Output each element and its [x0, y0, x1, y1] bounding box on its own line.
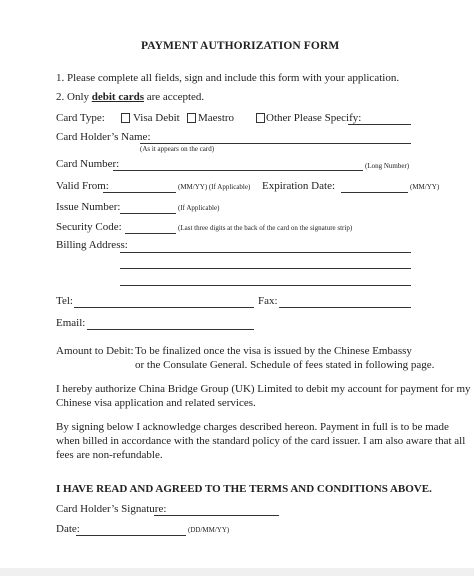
amount-text-2: or the Consulate General. Schedule of fees stated in following page.	[135, 359, 435, 371]
instruction-2-prefix: 2. Only	[56, 91, 92, 103]
issue-number-hint: (If Applicable)	[178, 204, 220, 212]
other-specify-label: Other Please Specify:	[266, 112, 362, 124]
issue-number-field[interactable]	[120, 213, 176, 214]
billing-address-line-3[interactable]	[120, 285, 411, 286]
authorize-text-2: Chinese visa application and related services.	[56, 397, 256, 409]
debit-cards-emphasis: debit cards	[91, 91, 144, 103]
form-title: PAYMENT AUTHORIZATION FORM	[141, 40, 340, 52]
holder-name-field[interactable]	[140, 143, 411, 144]
fax-label: Fax:	[258, 295, 278, 307]
instruction-2	[56, 92, 204, 103]
expiration-label: Expiration Date:	[262, 180, 336, 192]
fax-field[interactable]	[279, 307, 411, 308]
date-hint: (DD/MM/YY)	[188, 526, 230, 534]
authorize-text-1: I hereby authorize China Bridge Group (UK) Limited to debit my account for payment for my	[56, 383, 471, 395]
billing-address-line-2[interactable]	[120, 268, 411, 269]
issue-number-label: Issue Number:	[56, 201, 121, 213]
visa-debit-label: Visa Debit	[133, 112, 180, 124]
acknowledge-text-1: By signing below I acknowledge charges described hereon. Payment in full is to be made	[56, 421, 449, 433]
other-specify-field[interactable]	[348, 124, 411, 125]
instruction-1: 1. Please complete all fields, sign and include this form with your application.	[56, 72, 400, 84]
expiration-hint: (MM/YY)	[410, 183, 440, 191]
security-code-label: Security Code:	[56, 221, 122, 233]
visa-debit-checkbox[interactable]	[121, 113, 130, 123]
acknowledge-text-2: when billed in accordance with the standard policy of the card issuer. I am also aware that all	[56, 435, 466, 447]
page-bottom-strip	[0, 568, 474, 576]
acknowledge-text-3: fees are non-refundable.	[56, 449, 163, 461]
card-number-label: Card Number:	[56, 158, 120, 170]
holder-name-hint: (As it appears on the card)	[140, 145, 215, 153]
instruction-2-suffix: are accepted.	[144, 91, 205, 103]
signature-label: Card Holder’s Signature:	[56, 503, 167, 515]
billing-address-label: Billing Address:	[56, 239, 128, 251]
valid-from-hint: (MM/YY) (If Applicable)	[178, 183, 251, 191]
agreement-statement: I HAVE READ AND AGREED TO THE TERMS AND CONDITIONS ABOVE.	[56, 483, 432, 495]
card-number-field[interactable]	[113, 170, 363, 171]
amount-text-1: To be finalized once the visa is issued by the Chinese Embassy	[135, 345, 412, 357]
valid-from-label: Valid From:	[56, 180, 109, 192]
email-label: Email:	[56, 317, 86, 329]
tel-label: Tel:	[56, 295, 73, 307]
maestro-label: Maestro	[198, 112, 235, 124]
date-field[interactable]	[76, 535, 186, 536]
card-type-label: Card Type:	[56, 112, 105, 124]
tel-field[interactable]	[74, 307, 254, 308]
email-field[interactable]	[87, 329, 254, 330]
maestro-checkbox[interactable]	[187, 113, 196, 123]
card-number-hint: (Long Number)	[365, 162, 410, 170]
security-code-field[interactable]	[125, 233, 176, 234]
billing-address-line-1[interactable]	[120, 252, 411, 253]
valid-from-field[interactable]	[103, 192, 176, 193]
amount-label: Amount to Debit:	[56, 345, 134, 357]
other-checkbox[interactable]	[256, 113, 265, 123]
signature-field[interactable]	[154, 515, 279, 516]
holder-name-label: Card Holder’s Name:	[56, 131, 151, 143]
security-code-hint: (Last three digits at the back of the card on the signature strip)	[178, 224, 353, 232]
date-label: Date:	[56, 523, 80, 535]
expiration-field[interactable]	[341, 192, 408, 193]
